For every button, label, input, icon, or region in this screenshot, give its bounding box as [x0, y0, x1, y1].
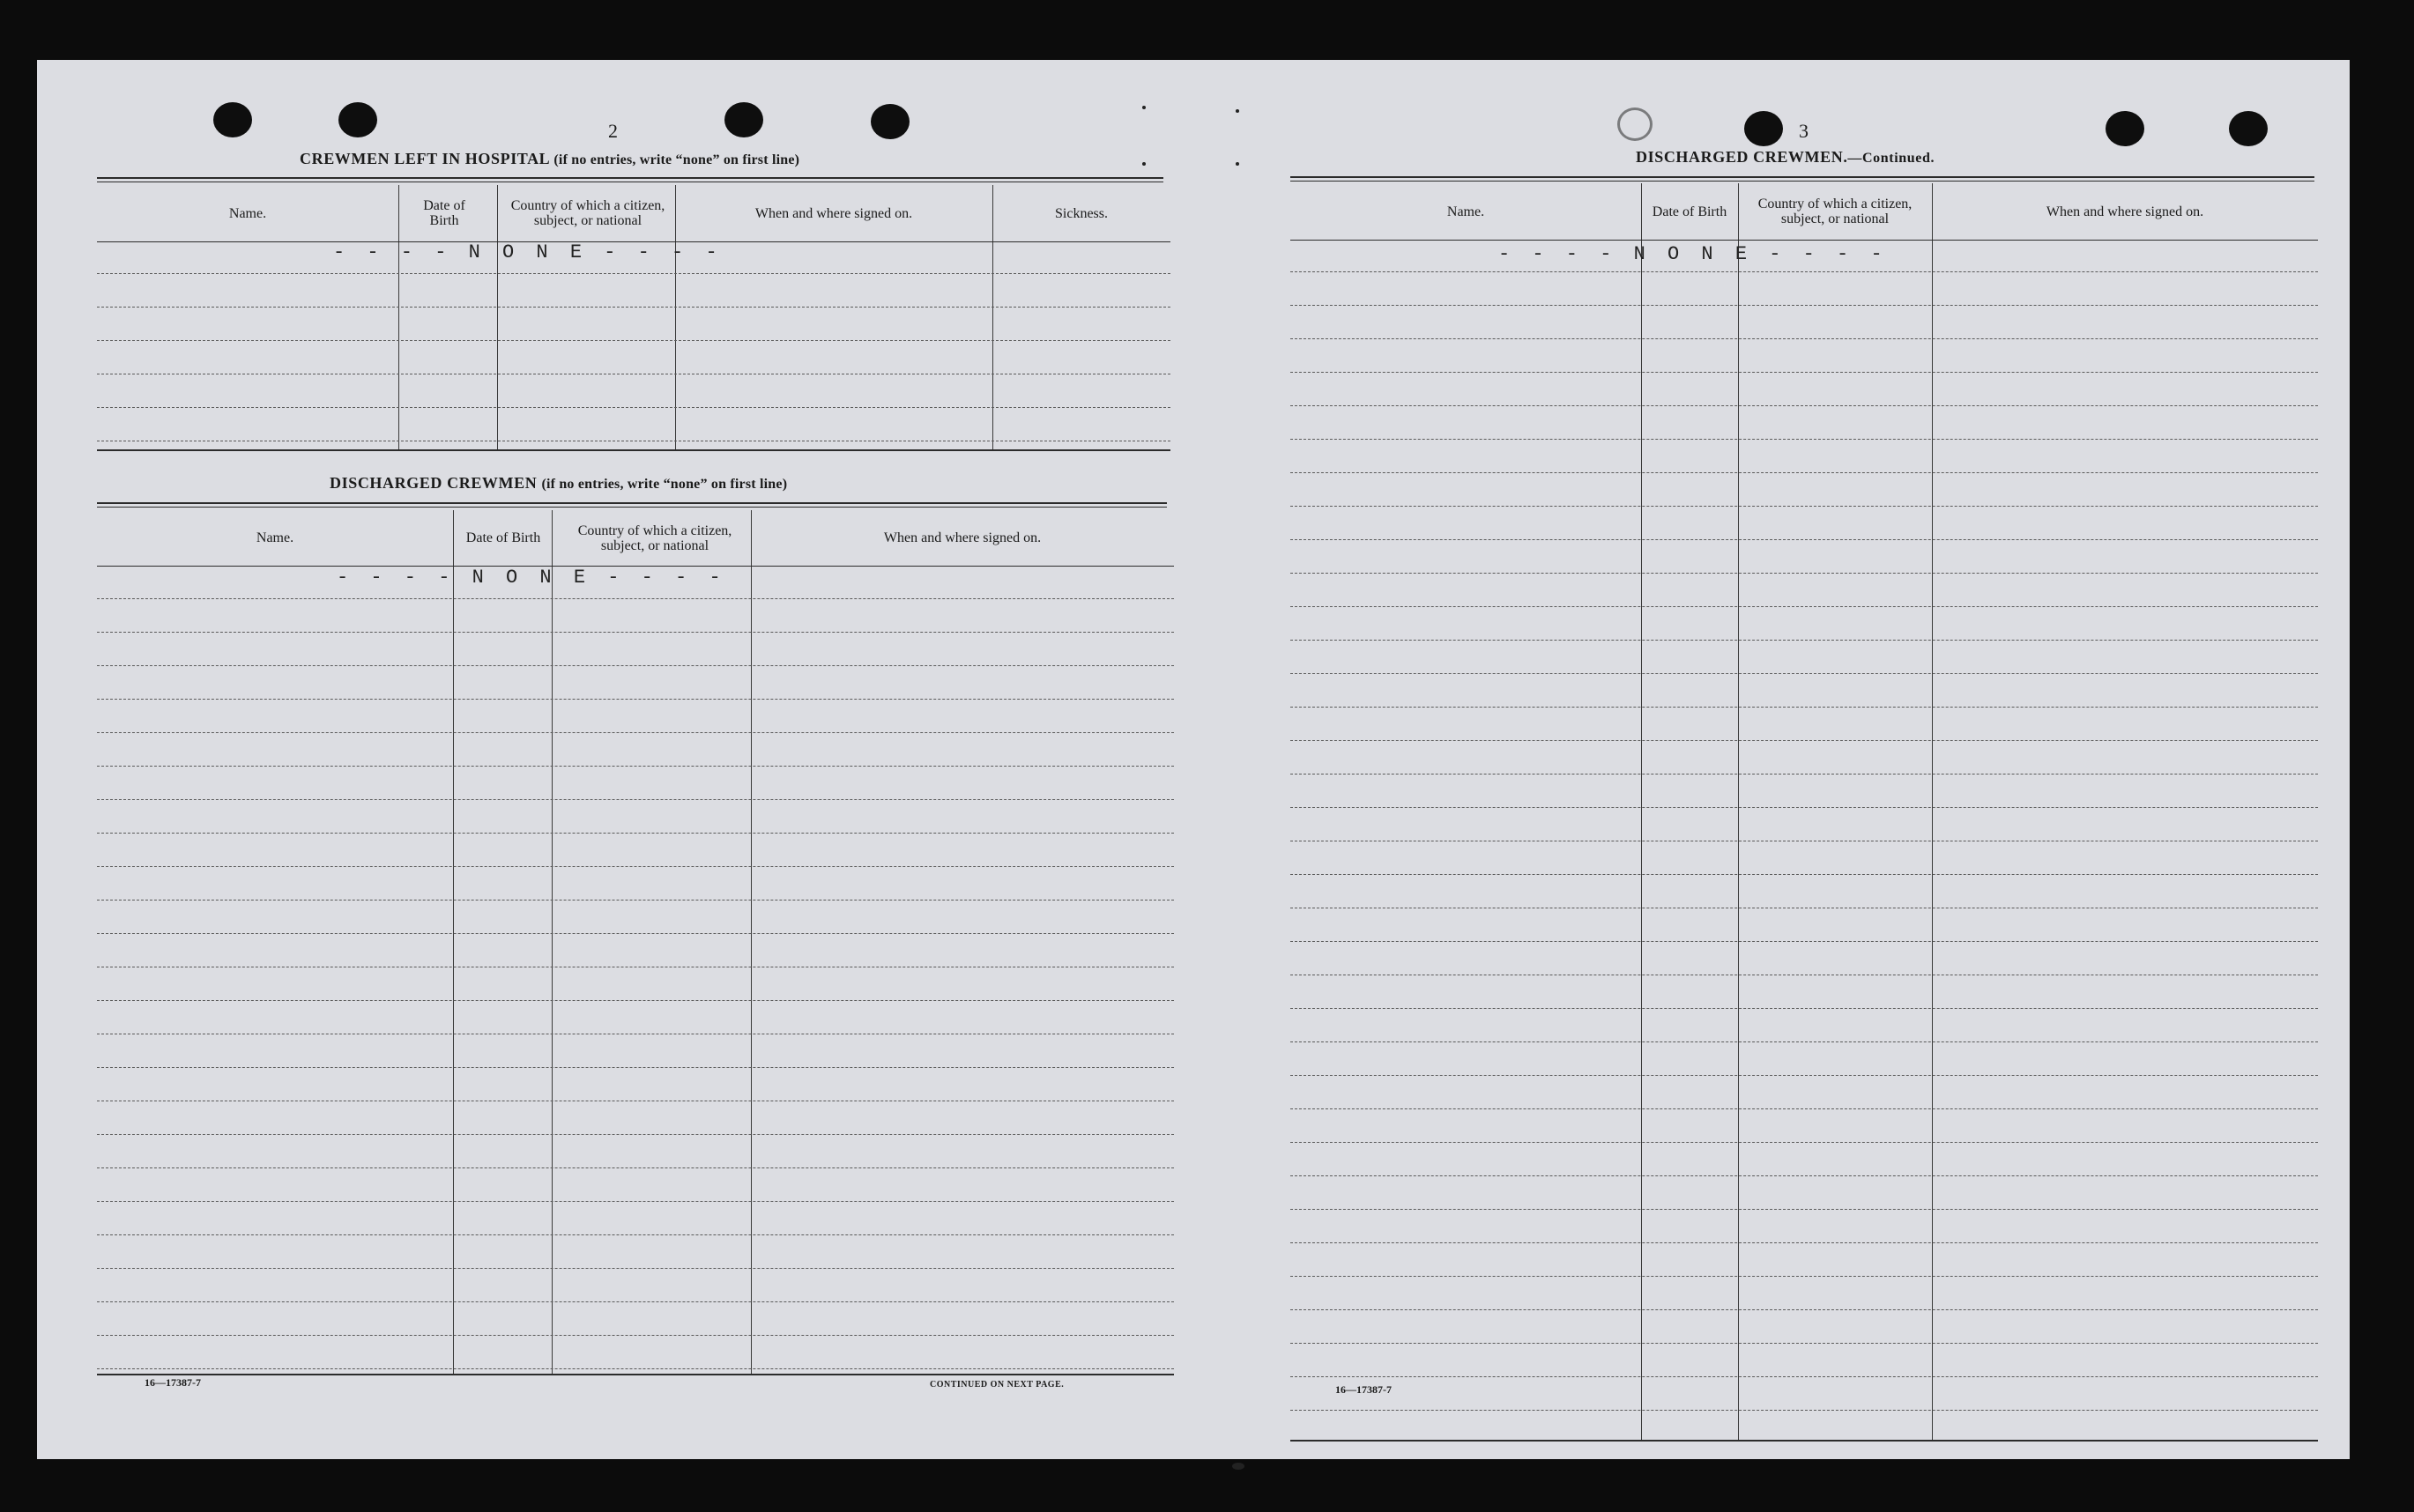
punch-hole: [213, 102, 252, 137]
dotted-line: [1290, 1175, 2318, 1176]
dotted-line: [97, 799, 1174, 800]
dotted-line: [97, 665, 1174, 666]
document-sheet: [37, 60, 2350, 1459]
dotted-line: [97, 933, 1174, 934]
dotted-line: [1290, 707, 2318, 708]
page-number: 3: [1799, 120, 1809, 142]
form-code: 16—17387-7: [145, 1376, 201, 1389]
dotted-line: [1290, 774, 2318, 775]
typed-none-entry: - - - - N O N E - - - -: [1498, 243, 1888, 265]
col-header-date-of-birth: Date of Birth: [423, 198, 465, 228]
dotted-line: [1290, 573, 2318, 574]
dotted-line: [97, 1067, 1174, 1068]
dotted-line: [1290, 1309, 2318, 1310]
dotted-line: [97, 732, 1174, 733]
dotted-line: [97, 1234, 1174, 1235]
dotted-line: [1290, 271, 2318, 272]
dotted-line: [97, 1368, 1174, 1369]
col-header-signed-on: When and where signed on.: [2046, 204, 2204, 219]
col-header-name: Name.: [1446, 204, 1485, 219]
hospital-title-text: CREWMEN LEFT IN HOSPITAL: [300, 150, 550, 167]
dotted-line: [97, 1167, 1174, 1168]
typed-none-entry: - - - - N O N E - - - -: [333, 241, 723, 263]
dotted-line: [1290, 941, 2318, 942]
continued-note: CONTINUED ON NEXT PAGE.: [930, 1380, 1065, 1390]
punch-hole: [338, 102, 377, 137]
dotted-line: [1290, 874, 2318, 875]
dotted-line: [97, 632, 1174, 633]
dotted-line: [1290, 740, 2318, 741]
hospital-section-title: [300, 150, 799, 168]
discharged-table: [97, 510, 1174, 1375]
paper-speck: [1232, 1463, 1244, 1470]
dotted-line: [97, 699, 1174, 700]
dotted-line: [97, 1301, 1174, 1302]
form-code: 16—17387-7: [1335, 1383, 1392, 1396]
dotted-line: [1290, 807, 2318, 808]
dotted-line: [97, 1335, 1174, 1336]
punch-hole: [1744, 111, 1783, 146]
dotted-line: [97, 833, 1174, 834]
dotted-line: [1290, 506, 2318, 507]
paper-speck: [1236, 162, 1239, 166]
col-header-date-of-birth: Date of Birth: [465, 530, 541, 545]
dotted-line: [1290, 1008, 2318, 1009]
hospital-table: [97, 185, 1170, 451]
page-number: 2: [608, 120, 618, 142]
dotted-line: [1290, 539, 2318, 540]
hospital-title-note: (if no entries, write “none” on first line): [553, 152, 800, 167]
dotted-line: [97, 1201, 1174, 1202]
col-header-name: Name.: [228, 205, 267, 221]
continued-label: —Continued.: [1847, 151, 1935, 166]
section-rule: [1290, 176, 2314, 182]
dotted-line: [1290, 1142, 2318, 1143]
discharged-continued-title: [1636, 148, 1935, 167]
discharged-section-title: [330, 474, 787, 493]
dotted-line: [97, 1134, 1174, 1135]
col-header-signed-on: When and where signed on.: [754, 205, 913, 221]
dotted-line: [1290, 1108, 2318, 1109]
typed-none-entry: - - - - N O N E - - - -: [337, 567, 726, 589]
col-header-country: Country of which a citizen, subject, or national: [510, 198, 665, 228]
paper-speck: [1142, 106, 1146, 109]
dotted-line: [1290, 1242, 2318, 1243]
dotted-line: [1290, 1041, 2318, 1042]
discharged-continued-table: [1290, 183, 2318, 1442]
right-page: [1224, 60, 2350, 1459]
dotted-line: [97, 900, 1174, 901]
dotted-line: [1290, 1075, 2318, 1076]
dotted-line: [1290, 1343, 2318, 1344]
col-header-date-of-birth: Date of Birth: [1652, 204, 1727, 219]
col-header-country: Country of which a citizen, subject, or national: [1757, 196, 1913, 226]
col-header-sickness: Sickness.: [1055, 205, 1108, 221]
dotted-line: [97, 598, 1174, 599]
paper-speck: [1142, 162, 1146, 166]
dotted-line: [97, 1268, 1174, 1269]
col-header-name: Name.: [256, 530, 294, 545]
dotted-line: [1290, 640, 2318, 641]
section-rule: [97, 502, 1167, 508]
left-page: [37, 60, 1187, 1459]
dotted-line: [1290, 673, 2318, 674]
dotted-line: [1290, 439, 2318, 440]
dotted-line: [97, 866, 1174, 867]
dotted-line: [1290, 606, 2318, 607]
dotted-line: [97, 766, 1174, 767]
dotted-line: [1290, 405, 2318, 406]
punch-hole: [1617, 107, 1653, 141]
punch-hole: [2106, 111, 2144, 146]
dotted-line: [1290, 1410, 2318, 1411]
dotted-line: [1290, 338, 2318, 339]
col-header-signed-on: When and where signed on.: [883, 530, 1042, 545]
punch-hole: [871, 104, 910, 139]
discharged-title-text: DISCHARGED CREWMEN.: [1636, 148, 1848, 166]
dotted-line: [1290, 472, 2318, 473]
dotted-line: [1290, 1276, 2318, 1277]
punch-hole: [2229, 111, 2268, 146]
dotted-line: [1290, 1209, 2318, 1210]
dotted-line: [1290, 305, 2318, 306]
dotted-line: [97, 1000, 1174, 1001]
discharged-title-text: DISCHARGED CREWMEN: [330, 474, 538, 492]
section-rule: [97, 177, 1163, 182]
col-header-country: Country of which a citizen, subject, or national: [577, 523, 732, 553]
punch-hole: [724, 102, 763, 137]
discharged-title-note: (if no entries, write “none” on first line): [541, 477, 788, 492]
dotted-line: [1290, 1376, 2318, 1377]
dotted-line: [1290, 372, 2318, 373]
paper-speck: [1236, 109, 1239, 113]
